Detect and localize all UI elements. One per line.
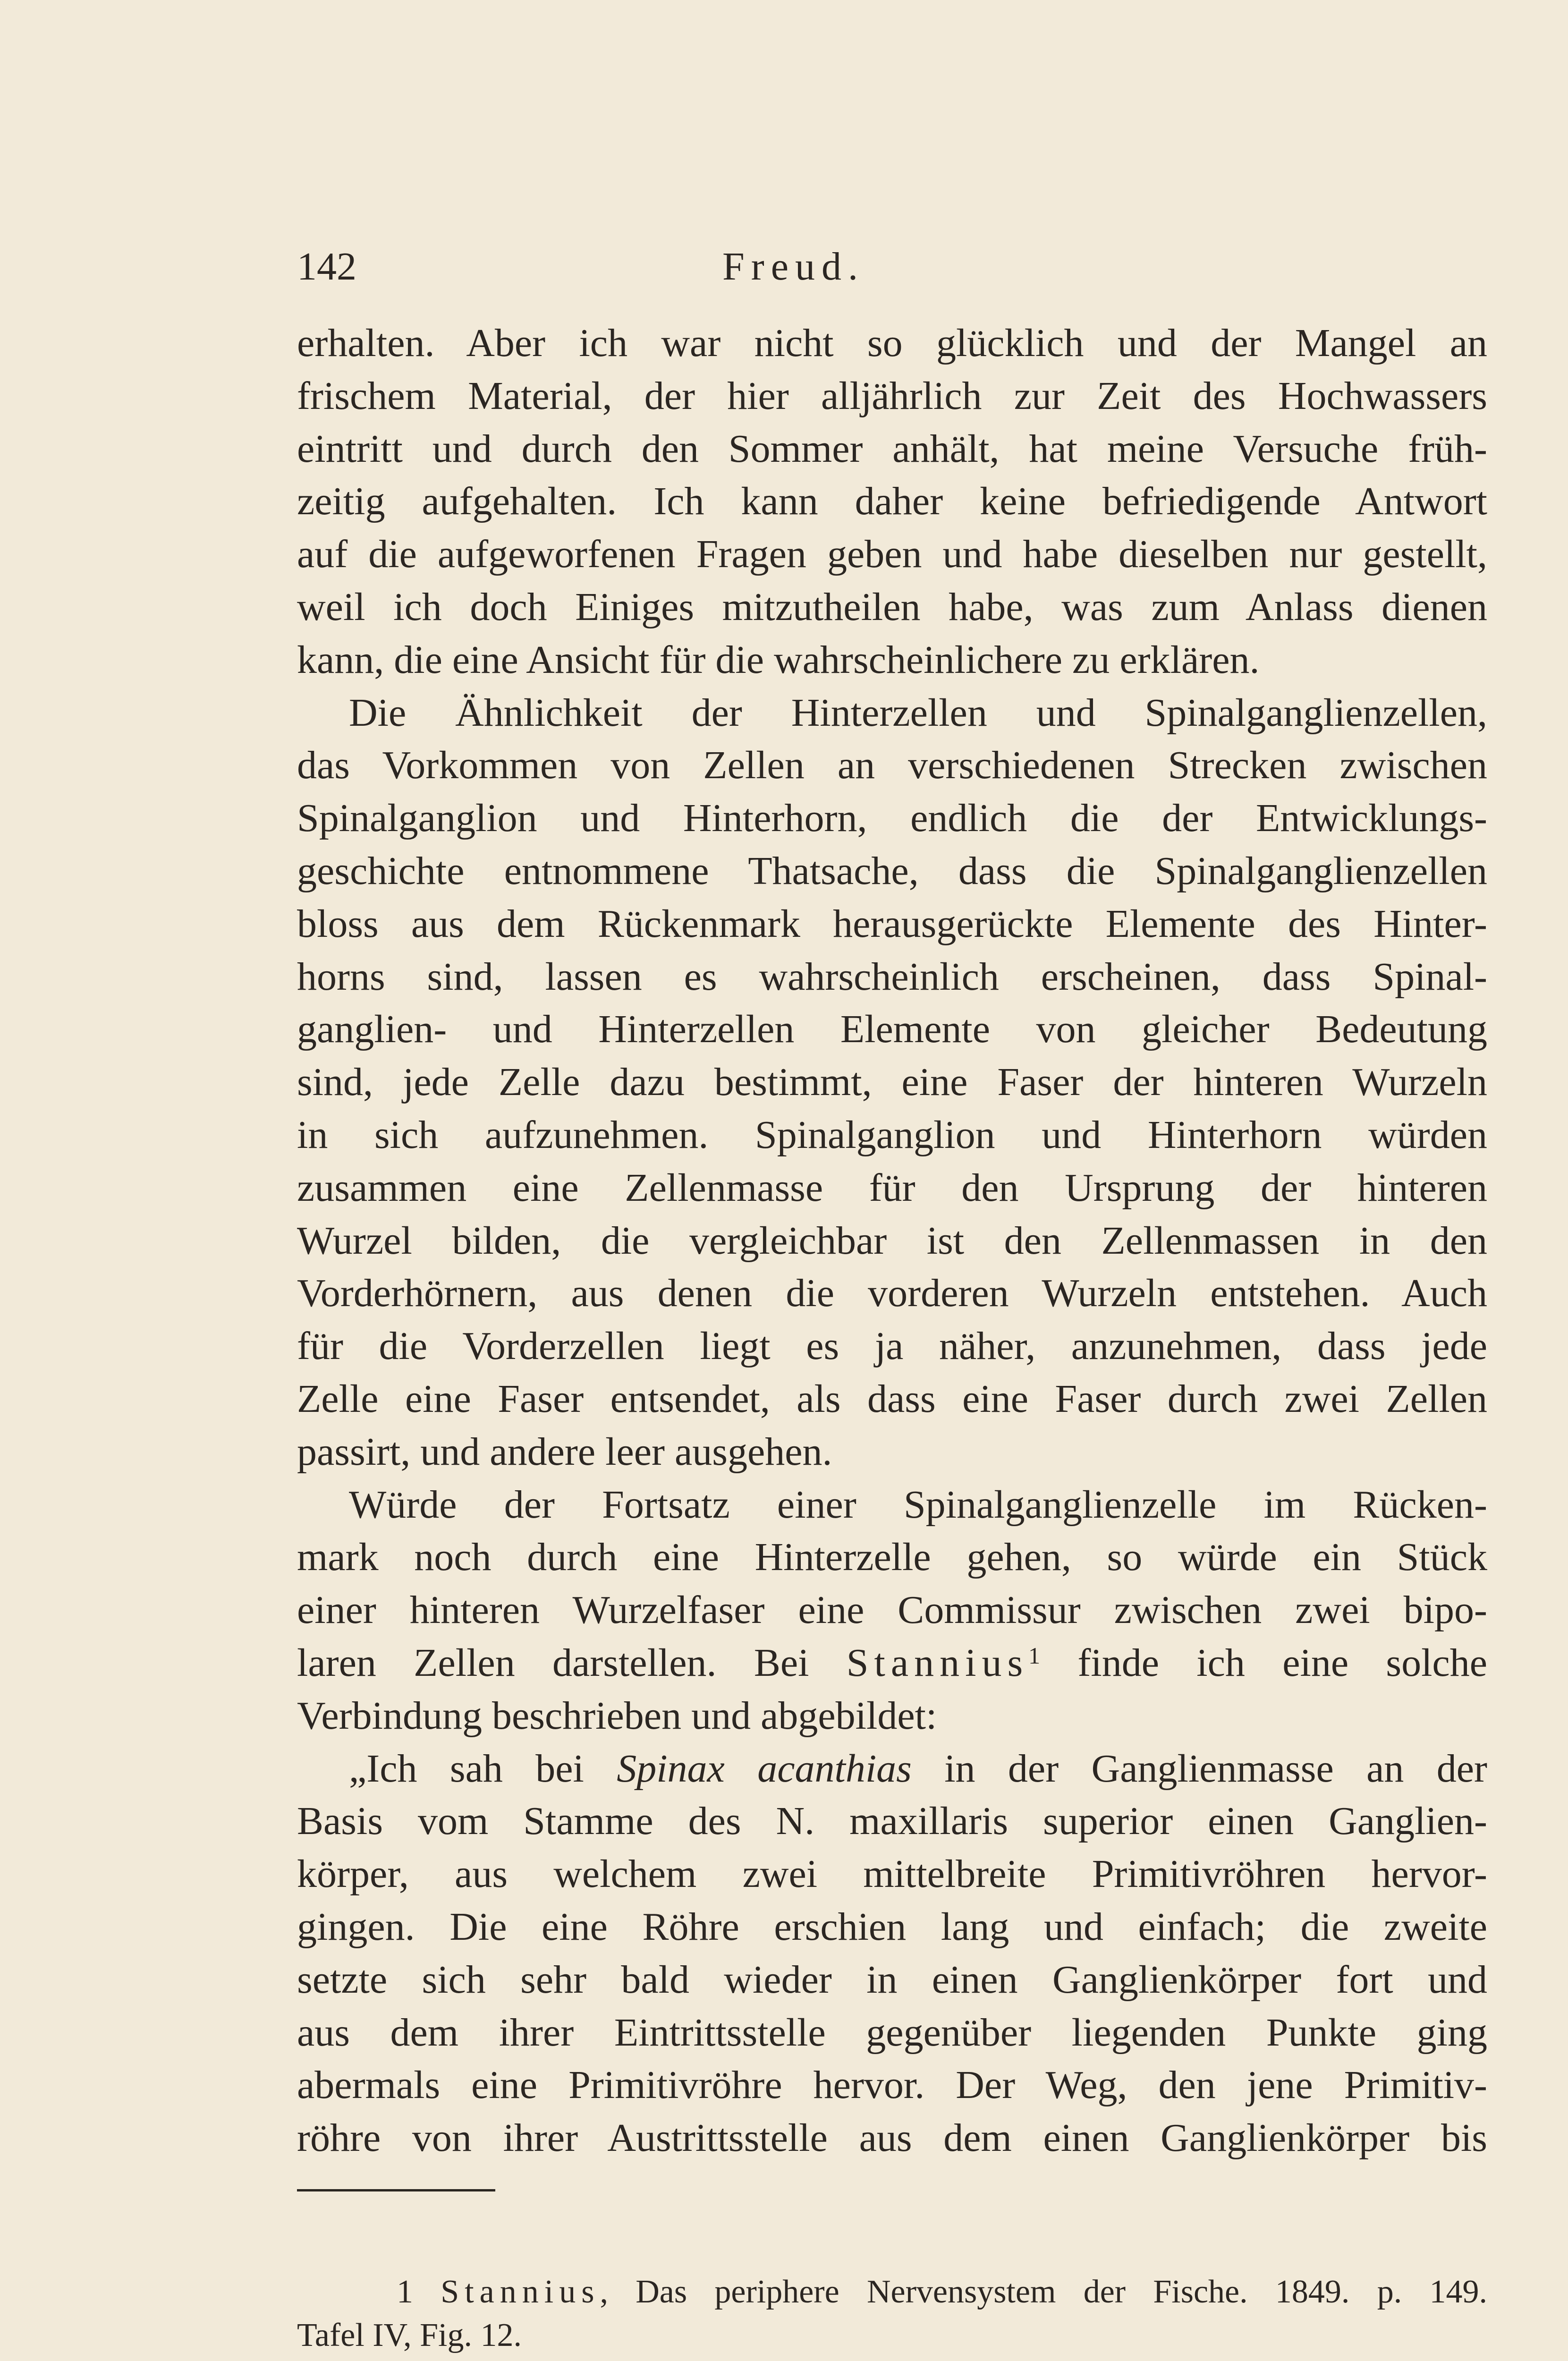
- text-line: [297, 1901, 1487, 1953]
- text-line: [349, 1742, 1487, 1795]
- text-line: [297, 1690, 1487, 1742]
- text-line: [297, 1162, 1487, 1214]
- text-line: [297, 2006, 1487, 2059]
- text-line: [297, 475, 1487, 528]
- text-line: [297, 423, 1487, 476]
- text-line: [297, 1267, 1487, 1320]
- text-segment: geschichte entnommene Thatsache, dass die Spinalganglienzellen: [297, 849, 1487, 893]
- text-line: [297, 1795, 1487, 1848]
- text-line: [297, 845, 1487, 898]
- text-line: [297, 792, 1487, 845]
- spaced-name: Stannius: [846, 1641, 1029, 1685]
- text-segment: kann, die eine Ansicht für die wahrscheinlichere zu erklären.: [297, 638, 1260, 682]
- text-line: [297, 317, 1487, 370]
- text-segment: Die Ähnlichkeit der Hinterzellen und Spinalganglienzellen,: [349, 691, 1487, 735]
- text-segment: körper, aus welchem zwei mittelbreite Primitivröhren hervor-: [297, 1852, 1487, 1896]
- text-line: [297, 1320, 1487, 1373]
- footnote-marker: 1: [1028, 1642, 1041, 1669]
- text-line: [297, 528, 1487, 581]
- text-segment: sind, jede Zelle dazu bestimmt, eine Faser der hinteren Wurzeln: [297, 1060, 1487, 1104]
- text-segment: finde ich eine solche: [1040, 1641, 1488, 1685]
- text-segment: Vorderhörnern, aus denen die vorderen Wurzeln entstehen. Auch: [297, 1271, 1487, 1315]
- text-segment: bloss aus dem Rückenmark herausgerückte Elemente des Hinter-: [297, 902, 1487, 946]
- running-head: Freud.: [722, 245, 865, 289]
- text-segment: Spinalganglion und Hinterhorn, endlich die der Entwicklungs-: [297, 796, 1487, 840]
- text-line: [297, 1214, 1487, 1267]
- text-segment: einer hinteren Wurzelfaser eine Commissur zwischen zwei bipo-: [297, 1588, 1487, 1632]
- text-line: [297, 1003, 1487, 1056]
- text-line: [297, 1953, 1487, 2006]
- text-segment: Tafel IV, Fig. 12.: [297, 2317, 522, 2353]
- text-segment: weil ich doch Einiges mitzutheilen habe, was zum Anlass dienen: [297, 585, 1487, 629]
- text-segment: erhalten. Aber ich war nicht so glücklich und der Mangel an: [297, 321, 1487, 365]
- text-segment: aus dem ihrer Eintrittsstelle gegenüber liegenden Punkte ging: [297, 2011, 1487, 2055]
- text-segment: horns sind, lassen es wahrscheinlich erscheinen, dass Spinal-: [297, 955, 1487, 999]
- text-segment: das Vorkommen von Zellen an verschiedenen Strecken zwischen: [297, 743, 1487, 787]
- text-segment: laren Zellen darstellen. Bei: [297, 1641, 847, 1685]
- text-line: [297, 2059, 1487, 2112]
- text-line: [297, 1848, 1487, 1901]
- text-segment: ganglien- und Hinterzellen Elemente von gleicher Bedeutung: [297, 1007, 1487, 1051]
- text-line: [297, 951, 1487, 1003]
- text-segment: Würde der Fortsatz einer Spinalganglienzelle im Rücken-: [349, 1483, 1487, 1527]
- text-line: [297, 581, 1487, 634]
- text-line: [349, 1478, 1487, 1531]
- text-segment: Basis vom Stamme des N. maxillaris superior einen Ganglien-: [297, 1799, 1487, 1843]
- text-line: [349, 687, 1487, 739]
- text-line: [297, 1426, 1487, 1478]
- text-line: [297, 1637, 1487, 1690]
- text-line: [297, 634, 1487, 687]
- footnote-line: [297, 2314, 1487, 2357]
- text-segment: abermals eine Primitivröhre hervor. Der Weg, den jene Primitiv-: [297, 2063, 1487, 2107]
- text-line: [297, 1584, 1487, 1637]
- italic-text: Spinax acanthias: [617, 1747, 912, 1791]
- text-segment: zusammen eine Zellenmasse für den Ursprung der hinteren: [297, 1166, 1487, 1210]
- text-line: [297, 370, 1487, 423]
- text-segment: röhre von ihrer Austrittsstelle aus dem einen Ganglienkörper bis: [297, 2116, 1487, 2160]
- text-segment: Verbindung beschrieben und abgebildet:: [297, 1694, 937, 1738]
- text-segment: , Das periphere Nervensystem der Fische. 1849. p. 149.: [600, 2274, 1487, 2310]
- text-line: [297, 1531, 1487, 1584]
- text-segment: in der Ganglienmasse an der: [911, 1747, 1487, 1791]
- text-line: [297, 739, 1487, 792]
- text-segment: 1: [397, 2274, 441, 2310]
- text-line: [297, 1373, 1487, 1426]
- text-segment: zeitig aufgehalten. Ich kann daher keine befriedigende Antwort: [297, 479, 1487, 523]
- text-segment: in sich aufzunehmen. Spinalganglion und Hinterhorn würden: [297, 1113, 1487, 1157]
- footnote-line: [397, 2270, 1487, 2314]
- text-segment: frischem Material, der hier alljährlich zur Zeit des Hochwassers: [297, 374, 1487, 418]
- text-line: [297, 1109, 1487, 1162]
- spaced-name: Stannius: [441, 2274, 600, 2310]
- text-segment: Wurzel bilden, die vergleichbar ist den Zellenmassen in den: [297, 1219, 1487, 1263]
- text-line: [297, 898, 1487, 951]
- text-segment: mark noch durch eine Hinterzelle gehen, so würde ein Stück: [297, 1535, 1487, 1579]
- text-segment: auf die aufgeworfenen Fragen geben und habe dieselben nur gestellt,: [297, 532, 1487, 576]
- text-segment: passirt, und andere leer ausgehen.: [297, 1430, 832, 1474]
- page-number: 142: [297, 245, 356, 289]
- footnote-divider: [297, 2189, 495, 2191]
- text-line: [297, 1056, 1487, 1109]
- text-segment: setzte sich sehr bald wieder in einen Ganglienkörper fort und: [297, 1958, 1487, 2002]
- text-segment: Zelle eine Faser entsendet, als dass eine Faser durch zwei Zellen: [297, 1377, 1487, 1421]
- text-segment: gingen. Die eine Röhre erschien lang und einfach; die zweite: [297, 1905, 1487, 1949]
- text-segment: für die Vorderzellen liegt es ja näher, anzunehmen, dass jede: [297, 1324, 1487, 1368]
- text-segment: eintritt und durch den Sommer anhält, hat meine Versuche früh-: [297, 427, 1487, 471]
- text-segment: „Ich sah bei: [349, 1747, 617, 1791]
- text-line: [297, 2112, 1487, 2165]
